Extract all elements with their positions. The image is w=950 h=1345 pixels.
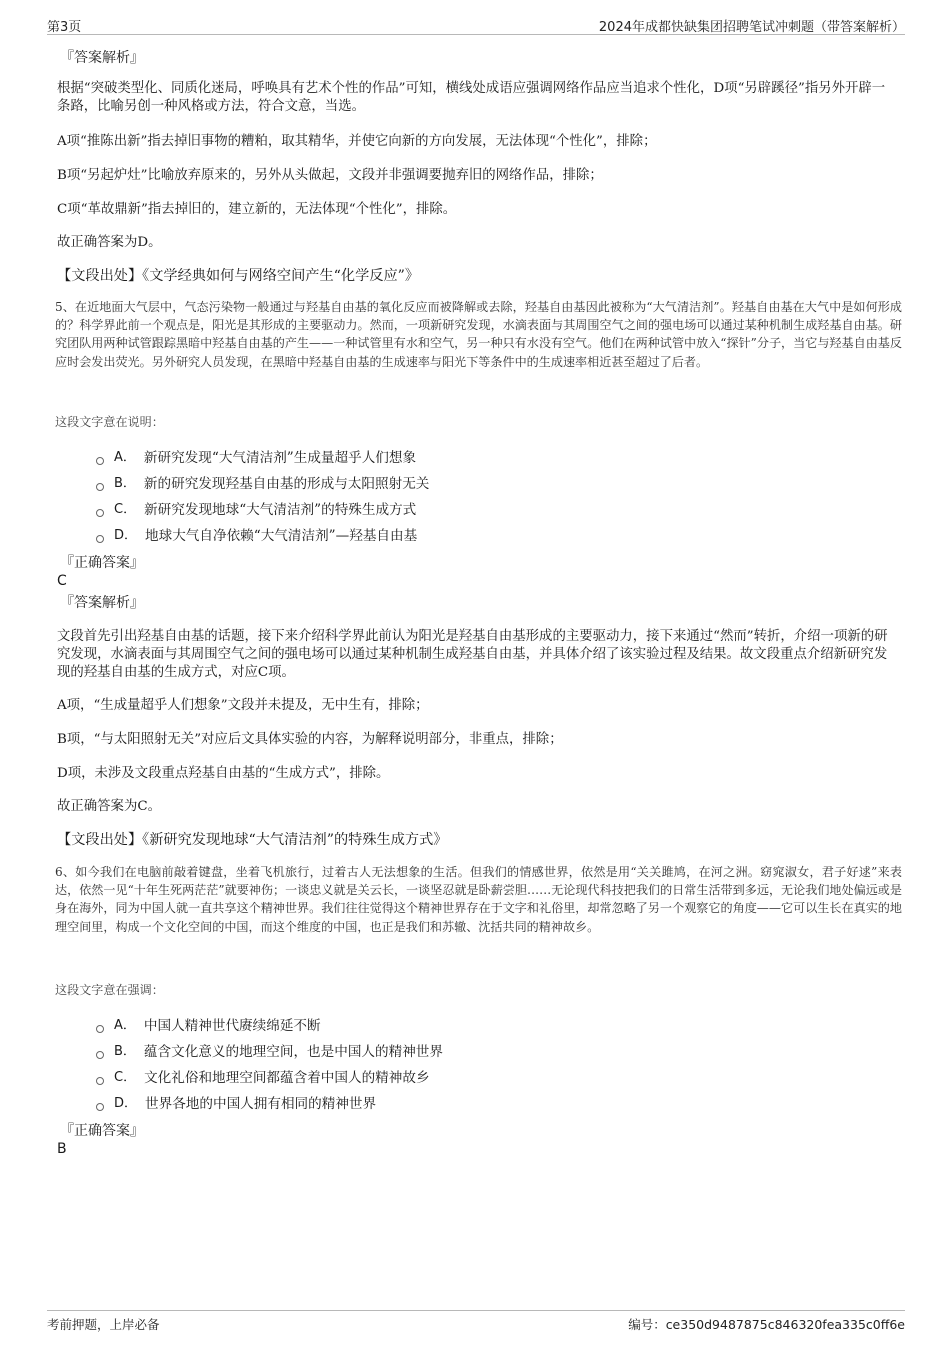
page-header [47,14,905,35]
option-text: 中国人精神世代赓续绵延不断 [143,1018,321,1034]
q6-option-c[interactable] [96,1069,430,1087]
q5-option-d[interactable] [96,527,417,545]
q6-answer-label: 『正确答案』 [60,1123,144,1139]
q6-passage: 6、如今我们在电脑前敲着键盘，坐着飞机旅行，过着古人无法想象的生活。但我们的情感世界，依然是用“关关雎鸠，在河之洲。窈窕淑女，君子好逑”来表达，依然一见“十年生死两茫茫”就要神伤；一谈忠义就是关云长，一谈坚忍就是卧薪尝胆……无论现代科技把我们的日常生活带到多远，无论我们地处偏远或是身在海外，同为中国人就一直共享这个精神世界。我们往往觉得这个精神世界存在于文字和礼俗里，却常忽略了另一个观察它的角度——它可以生长在真实的地理空间里，构成一个文化空间的中国，而这个维度的中国，也正是我们和苏辙、沈括共同的精神故乡。 [55,865,902,934]
option-text: 世界各地的中国人拥有相同的精神世界 [145,1096,377,1112]
q5-answer: C [57,573,67,589]
footer-slogan: 考前押题，上岸必备 [47,1317,160,1332]
q6-option-b[interactable] [96,1043,443,1061]
q4-source: 【文段出处】《文学经典如何与网络空间产生“化学反应”》 [57,268,420,284]
q5-stem: 这段文字意在说明： [55,415,164,429]
q5-source: 【文段出处】《新研究发现地球“大气清洁剂”的特殊生成方式》 [57,832,448,848]
q5-analysis-paragraph: A项，“生成量超乎人们想象”文段并未提及，无中生有，排除； [57,698,429,713]
q5-analysis-paragraph: D项，未涉及文段重点羟基自由基的“生成方式”，排除。 [57,766,390,781]
option-letter: D． [114,1096,138,1111]
q4-analysis-paragraph: A项“推陈出新”指去掉旧事物的糟粕，取其精华，并使它向新的方向发展，无法体现“个性化”，排除； [57,134,657,149]
q4-analysis-paragraph: C项“革故鼎新”指去掉旧的，建立新的，无法体现“个性化”，排除。 [57,202,457,217]
radio-icon[interactable] [96,1025,104,1033]
radio-icon[interactable] [96,483,104,491]
document-title: 2024年成都快缺集团招聘笔试冲刺题（带答案解析） [598,20,905,35]
radio-icon[interactable] [96,535,104,543]
document-code: 编号：ce350d9487875c846320fea335c0ff6e [628,1317,905,1332]
option-text: 新研究发现地球“大气清洁剂”的特殊生成方式 [144,502,417,518]
q5-analysis-paragraph: B项，“与太阳照射无关”对应后文具体实验的内容，为解释说明部分，非重点，排除； [57,732,563,747]
q4-conclusion: 故正确答案为D。 [57,235,162,250]
q6-stem: 这段文字意在强调： [55,983,164,997]
q4-analysis-paragraph: 根据“突破类型化、同质化迷局，呼唤具有艺术个性的作品”可知，横线处成语应强调网络作品应当追求个性化，D项“另辟蹊径”指另外开辟一条路，比喻另创一种风格或方法，符合文意，当选。 [57,81,886,114]
q4-analysis-paragraph: B项“另起炉灶”比喻放弃原来的，另外从头做起，文段并非强调要抛弃旧的网络作品，排除； [57,168,603,183]
q5-passage: 5、在近地面大气层中，气态污染物一般通过与羟基自由基的氧化反应而被降解或去除，羟基自由基因此被称为“大气清洁剂”。羟基自由基在大气中是如何形成的？科学界此前一个观点是，阳光是其形成的主要驱动力。然而，一项新研究发现，水滴表面与其周围空气之间的强电场可以通过某种机制生成羟基自由基。研究团队用两种试管跟踪黑暗中羟基自由基的产生——一种试管里有水和空气，另一种只有水没有空气。他们在两种试管中放入“探针”分子，当它与羟基自由基反应时会发出荧光。另外研究人员发现，在黑暗中羟基自由基的生成速率与阳光下等条件中的生成速率相近甚至超过了后者。 [55,300,902,369]
q5-analysis-label: 『答案解析』 [60,595,144,611]
option-text: 新研究发现“大气清洁剂”生成量超乎人们想象 [143,450,417,466]
radio-icon[interactable] [96,457,104,465]
q5-conclusion: 故正确答案为C。 [57,799,161,814]
q5-answer-label: 『正确答案』 [60,555,144,571]
option-letter: D． [114,528,138,543]
radio-icon[interactable] [96,1077,104,1085]
option-text: 文化礼俗和地理空间都蕴含着中国人的精神故乡 [144,1070,430,1086]
option-letter: A． [114,1018,136,1033]
q5-option-c[interactable] [96,501,416,519]
q5-option-b[interactable] [96,475,429,493]
option-letter: C． [114,1070,137,1085]
q5-analysis-paragraph: 文段首先引出羟基自由基的话题，接下来介绍科学界此前认为阳光是羟基自由基形成的主要驱动力，接下来通过“然而”转折，介绍一项新的研究发现，水滴表面与其周围空气之间的强电场可以通过某种机制生成羟基自由基，并具体介绍了该实验过程及结果。故文段重点介绍新研究发现的羟基自由基的生成方式，对应C项。 [57,629,888,680]
q6-option-d[interactable] [96,1095,376,1113]
radio-icon[interactable] [96,509,104,517]
option-text: 新的研究发现羟基自由基的形成与太阳照射无关 [143,476,430,492]
option-letter: B． [114,476,136,491]
option-letter: A． [114,450,136,465]
q4-analysis-label: 『答案解析』 [60,50,144,66]
option-text: 蕴含文化意义的地理空间，也是中国人的精神世界 [143,1044,443,1060]
q6-answer: B [57,1141,67,1157]
page-footer [47,1310,905,1333]
q6-option-a[interactable] [96,1017,321,1035]
radio-icon[interactable] [96,1103,104,1111]
radio-icon[interactable] [96,1051,104,1059]
option-text: 地球大气自净依赖“大气清洁剂”—羟基自由基 [145,528,418,544]
page-number: 第3页 [47,20,82,35]
option-letter: B． [114,1044,136,1059]
q5-option-a[interactable] [96,449,416,467]
option-letter: C． [114,502,137,517]
